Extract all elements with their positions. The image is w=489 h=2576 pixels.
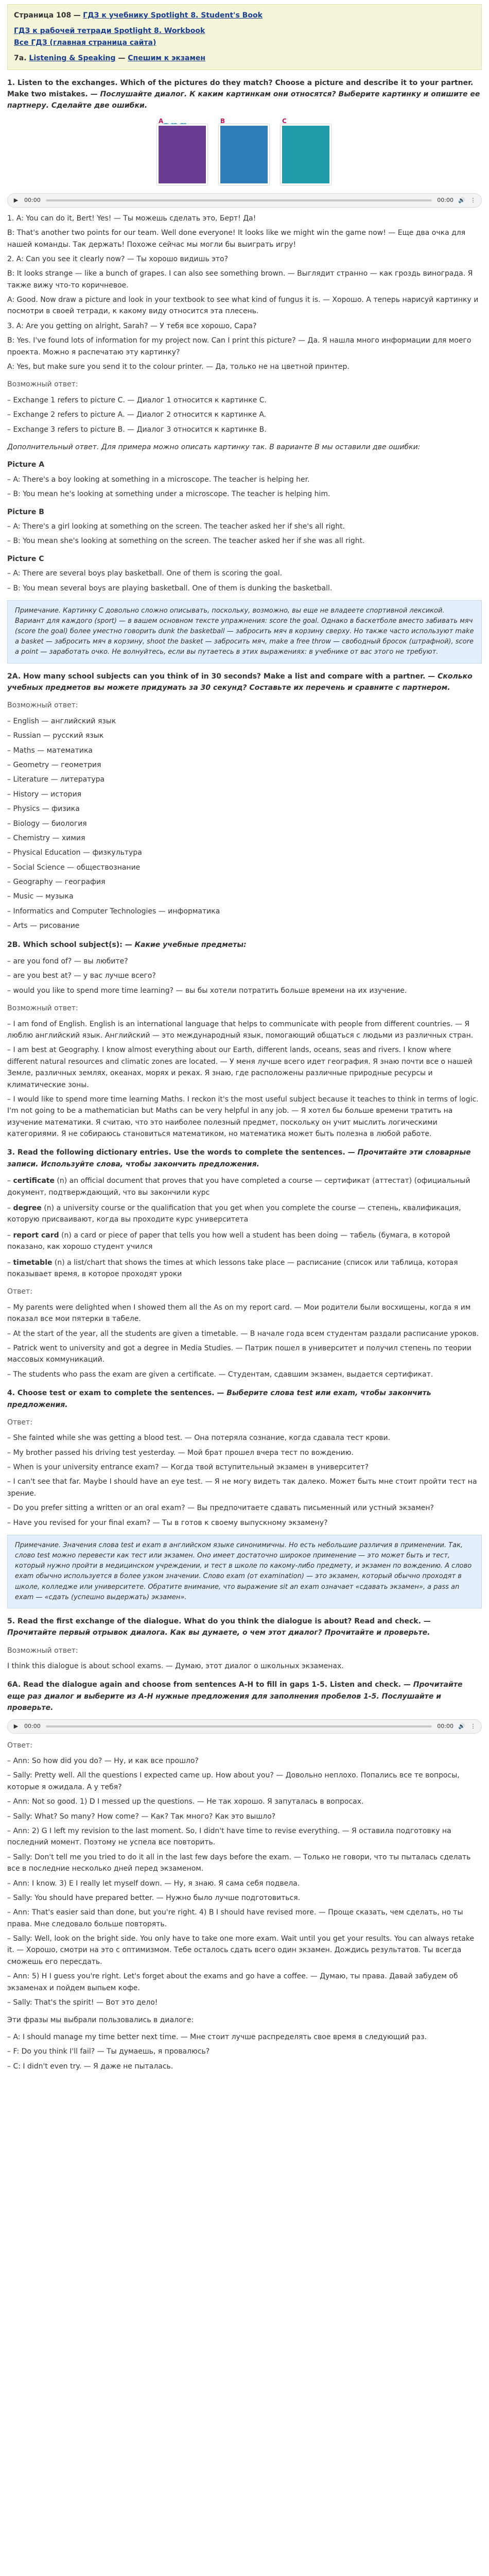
note-box-1: Примечание. Картинку C довольно сложно описывать, поскольку, возможно, вы еще не владеете спортивной лексикой. Вариант для каждого (sport) — в вашем основном тексте упражнения: score the goal. Однако в баскетболе вместо забивать мяч (score the goal) более уместно говорить dunk the basketball — забросить мяч в корзину сверху. Но также часто используют make a basket — забросить мяч в корзину, shoot the basket — забросить мяч, make a free throw — свободный бросок (штрафной), score a point — заработать очко. Не волнуйтесь, если вы путаетесь в этих выражениях: в учебнике от вас этого не требуют. [7,600,482,664]
task-4-heading [7,1387,482,1411]
task-5-ru: Прочитайте первый отрывок диалога. Как вы думаете, о чем этот диалог? Прочитайте и проверьте. [7,1629,430,1637]
answer-label: Ответ: [7,1418,32,1427]
pictures-block [136,117,353,188]
dialogue-6 [7,1755,482,2008]
picture-a-lines [7,474,482,500]
phrase-item: – C: I didn't even try. — Я даже не пыталась. [7,2061,482,2072]
answer-label: Ответ: [7,1287,32,1296]
answer-item: – Exchange 3 refers to picture B. — Диалог 3 относится к картинке B. [7,424,482,435]
subjects-list [7,716,482,932]
dictionary-entry [7,1230,482,1253]
answer-item: – At the start of the year, all the students are given a timetable. — В начале года всем студентам раздали расписание уроков. [7,1328,482,1340]
picture-c-heading: Picture C [7,554,44,563]
dialogue-1-line: 2. A: Can you see it clearly now? — Ты хорошо видишь это? [7,255,228,263]
question-item: – would you like to spend more time learning? — вы бы хотели потратить больше времени на их изучение. [7,985,482,996]
subject-item: – Physical Education — физкультура [7,847,482,858]
audio-time-end: 00:00 [437,196,453,204]
audio-player-1[interactable] [7,193,482,208]
more-options-icon[interactable]: ⋮ [470,196,476,204]
task-2b-heading [7,939,482,951]
task-3-en: 3. Read the following dictionary entries. Use the words to complete the sentences. — [7,1148,355,1157]
question-item: – are you best at? — у вас лучше всего? [7,970,482,981]
answers-4 [7,1432,482,1529]
dictionary-definition: (n) a card or piece of paper that tells you how well a student has been doing — табель (бумага, в которой показано, как хорошо студент учился [7,1231,450,1251]
dialogue-1-line: 3. A: Are you getting on alright, Sarah? — У тебя все хорошо, Сара? [7,321,257,330]
picture-a [157,117,207,185]
task-2a-ru: Сколько учебных предметов вы можете придумать за 30 секунд? Составьте их перечень и сравните с партнером. [7,672,473,692]
task-4-ru: Выберите слова test или exam, чтобы закончить предложения. [7,1389,431,1409]
answer-item: – Have you revised for your final exam? — Ты в готов к своему выпускному экзамену? [7,1517,482,1529]
picture-a-label: A [159,117,164,125]
task-1-ru: Послушайте диалог. К каким картинкам они относятся? Выберите картинку и опишите ее партнеру. Сделайте две ошибки. [7,90,480,110]
answer-item: – My parents were delighted when I showed them all the As on my report card. — Мои родители были восхищены, когда я им показал все мои пятерки в табеле. [7,1302,482,1325]
answer-label: Возможный ответ: [7,1004,78,1013]
dictionary-word: certificate [13,1177,55,1185]
all-gdz-link[interactable]: Все ГДЗ (главная страница сайта) [14,38,156,47]
subject-item: – Maths — математика [7,745,482,756]
picture-b [219,117,269,185]
task-1-heading [7,77,482,112]
breadcrumb-topic[interactable]: Спешим к экзамен [128,54,206,63]
task-3-ru: Прочитайте эти словарные записи. Используйте слова, чтобы закончить предложения. [7,1148,471,1168]
task-3-heading [7,1147,482,1170]
dialogue-6-line: – Ann: So how did you do? — Ну, и как все прошло? [7,1755,482,1767]
audio-time-start: 00:00 [24,196,41,204]
play-icon[interactable]: ▶ [13,1722,19,1730]
dialogue-6-line: – Ann: Not so good. 1) D I messed up the questions. — Не так хорошо. Я запуталась в вопросах. [7,1796,482,1807]
answer-item: – I am fond of English. English is an international language that helps to communicate with people from different countries. — Я люблю английский язык. Английский — это международный язык, помогающий общаться с людьми из различных стран. [7,1019,482,1042]
subject-item: – History — история [7,789,482,800]
dialogue-1-line: A: Good. Now draw a picture and look in your textbook to see what kind of fungus it is. — Хорошо. А теперь нарисуй картинку и посмотри в своей тетради, к какому виду относится эта плесень. [7,296,479,316]
answer-item: – She fainted while she was getting a blood test. — Она потеряла сознание, когда сдавала тест крови. [7,1432,482,1444]
audio-time-start: 00:00 [24,1722,41,1730]
picture-b-lines [7,521,482,547]
subject-item: – Russian — русский язык [7,730,482,741]
dialogue-6-line: – Sally: Well, look on the bright side. You only have to take one more exam. Wait until you get your results. You can always retake it. — Хорошо, смотри на это с оптимизмом. Тебе осталось сдать всего один экзамен. Дождись результатов. Ты всегда сможешь его пересдать. [7,1933,482,1968]
answer-item: – Exchange 1 refers to picture C. — Диалог 1 относится к картинке C. [7,395,482,406]
subject-item: – Physics — физика [7,803,482,815]
task-6a-heading [7,1679,482,1714]
phrase-item: – A: I should manage my time better next time. — Мне стоит лучше распределять свое время в следующий раз. [7,2031,482,2043]
task-2a-en: 2A. How many school subjects can you think of in 30 seconds? Make a list and compare with a partner. — [7,672,435,681]
separator: — [73,11,81,20]
breadcrumb-section[interactable]: Listening & Speaking [29,54,116,63]
subject-item: – Social Science — обществознание [7,862,482,873]
links-line [14,25,475,48]
dialogue-6-line: – Sally: You should have prepared better. — Нужно было лучше подготовиться. [7,1892,482,1904]
answer-item: – Do you prefer sitting a written or an oral exam? — Вы предпочитаете сдавать письменный или устный экзамен? [7,1502,482,1514]
task-6a-ru: Прочитайте еще раз диалог и выберите из A-H нужные предложения для заполнения пробелов 1-5. Послушайте и проверьте. [7,1681,463,1713]
dialogue-6-line: – Ann: That's easier said than done, but you're right. 4) B I should have revised more. — Проще сказать, чем сделать, но ты права. Мне следовало больше повторять. [7,1907,482,1930]
unused-phrases [7,2031,482,2072]
dictionary-entries [7,1175,482,1280]
picture-a-line: – A: There's a boy looking at something in a microscope. The teacher is helping her. [7,474,482,485]
picture-a-line: – B: You mean he's looking at something under a microscope. The teacher is helping him. [7,488,482,500]
answer-item: – I can't see that far. Maybe I should have an eye test. — Я не могу видеть так далеко. Может быть мне стоит пройти тест на зрение. [7,1476,482,1499]
dialogue-6-line: – Ann: 5) H I guess you're right. Let's forget about the exams and go have a coffee. — Думаю, ты права. Давай забудем об экзаменах и пойдем выпьем кофе. [7,1971,482,1994]
picture-c-line: – B: You mean several boys are playing basketball. One of them is dunking the basketball. [7,583,482,594]
audio-player-2[interactable] [7,1719,482,1734]
audio-progress-bar[interactable] [46,1725,432,1727]
play-icon[interactable]: ▶ [13,196,19,204]
dialogue-1-line: A: Yes, but make sure you send it to the colour printer. — Да, только не на цветной принтер. [7,363,350,371]
picture-c-label: C [282,117,287,125]
subject-item: – English — английский язык [7,716,482,727]
picture-c [281,117,331,185]
dialogue-1-line: 1. A: You can do it, Bert! Yes! — Ты можешь сделать это, Берт! Да! [7,214,256,223]
gdz-workbook-link[interactable]: ГДЗ к рабочей тетради Spotlight 8. Workbook [14,27,205,36]
page-nav-line [14,10,475,21]
dictionary-word: degree [13,1204,42,1213]
dictionary-definition: (n) an official document that proves that you have completed a course — сертификат (аттестат) (официальный документ, подтверждающий, что вы закончили курс [7,1177,470,1197]
picture-c-lines [7,568,482,594]
page-label: Страница 108 [14,11,72,20]
more-options-icon[interactable]: ⋮ [470,1722,476,1730]
subject-item: – Chemistry — химия [7,833,482,844]
breadcrumb-sep: — [118,54,126,63]
answer-item: – I would like to spend more time learning Maths. I reckon it's the most useful subject because it teaches to think in terms of logic. I'm not going to be a mathematician but Maths can be very helpful in any job. — Я хотел бы больше времени тратить на изучение математики. Я считаю, что это наиболее полезный предмет, поскольку он учит мыслить логическими категориями. Я не собираюсь становиться математиком, но математика может быть полезна в любой работе. [7,1094,482,1140]
volume-icon[interactable]: 🔊 [458,196,465,204]
answer-item: – Patrick went to university and got a degree in Media Studies. — Патрик пошел в университет и получил степень по теории массовых коммуникаций. [7,1343,482,1366]
dialogue-6-line: – Sally: Don't tell me you tried to do it all in the last few days before the exam. — Только не говори, что ты пыталась сделать все в последние несколько дней перед экзаменом. [7,1852,482,1875]
picture-c-line: – A: There are several boys play basketball. One of them is scoring the goal. [7,568,482,579]
subject-item: – Biology — биология [7,818,482,829]
picture-a-heading: Picture A [7,461,45,469]
answer-label: Возможный ответ: [7,1646,78,1655]
task-4-en: 4. Choose test or exam to complete the sentences. — [7,1389,224,1398]
extra-note: Дополнительный ответ. Для примера можно описать картинку так. В варианте B мы оставили две ошибки: [7,443,421,451]
dictionary-definition: (n) a list/chart that shows the times at which lessons take place — расписание (список или таблица, которая показывает время, в которое проходят уроки [7,1258,458,1278]
audio-time-end: 00:00 [437,1722,453,1730]
answers-1 [7,395,482,435]
note-box-2: Примечание. Значения слова test и exam в английском языке синонимичны. Но есть небольшие различия в применении. Так, слово test можно перевести как тест или экзамен. Оно имеет достаточно широкое применение — это может быть и тест, который нужно пройти в медицинском учреждении, и тест в школе по какому-либо предмету, и экзамен по вождению. А слово exam обычно используется в более узком значении. Слово exam (от examination) — это экзамен, который обычно проходят в школе, колледже или университете. Обратите внимание, что выражение sit an exam означает «сдавать экзамен», а pass an exam — «сдать (успешно выдержать) экзамен». [7,1535,482,1608]
task-6a-en: 6A. Read the dialogue again and choose from sentences A-H to fill in gaps 1-5. Listen and check. — [7,1681,411,1689]
dialogue-6-line: – Ann: 2) G I left my revision to the last moment. So, I didn't have time to revise everything. — Я оставила подготовку на последний момент. Поэтому не успела все повторить. [7,1825,482,1849]
questions-2b [7,956,482,996]
answer-item: – When is your university entrance exam? — Когда твой вступительный экзамен в университет? [7,1462,482,1473]
answer-item: – Exchange 2 refers to picture A. — Диалог 2 относится к картинке A. [7,409,482,420]
answers-3 [7,1302,482,1380]
dictionary-entry [7,1202,482,1226]
task-2b-ru: Какие учебные предметы: [134,940,247,949]
phrases-intro: Эти фразы мы выбрали пользовались в диалоге: [7,2016,194,2025]
dialogue-1-line: B: It looks strange — like a bunch of grapes. I can also see something brown. — Выглядит странно — как гроздь винограда. Я также вижу что-то коричневое. [7,269,473,290]
answer-label: Возможный ответ: [7,380,78,389]
volume-icon[interactable]: 🔊 [458,1722,465,1730]
breadcrumb: 7a. Listening & Speaking — Спешим к экзамен [14,54,206,63]
subject-item: – Geometry — геометрия [7,759,482,771]
answer-label: Возможный ответ: [7,701,78,710]
answer-label: Ответ: [7,1741,32,1750]
gdz-studentsbook-link[interactable]: ГДЗ к учебнику Spotlight 8. Student's Book [83,11,263,20]
picture-b-label: B [220,117,225,125]
dictionary-definition: (n) a university course or the qualification that you get when you complete the course — степень, квалификация, которую присваивают, когда вы проходите курс университета [7,1204,461,1224]
dialogue-6-line: – Sally: That's the spirit! — Вот это дело! [7,1997,482,2008]
question-item: – are you fond of? — вы любите? [7,956,482,967]
answer-5: I think this dialogue is about school exams. — Думаю, этот диалог о школьных экзаменах. [7,1662,344,1671]
phrase-item: – F: Do you think I'll fail? — Ты думаешь, я провалюсь? [7,2046,482,2057]
dialogue-6-line: – Sally: What? So many? How come? — Как? Так много? Как это вышло? [7,1811,482,1822]
audio-progress-bar[interactable] [46,199,432,201]
task-2b-en: 2B. Which school subject(s): — [7,940,132,949]
dialogue-1 [7,213,482,373]
task-5-heading [7,1616,482,1639]
subject-item: – Geography — география [7,876,482,888]
picture-b-line: – A: There's a girl looking at something on the screen. The teacher asked her if she's all right. [7,521,482,532]
answers-2b [7,1019,482,1140]
subject-item: – Music — музыка [7,891,482,902]
task-5-en: 5. Read the first exchange of the dialogue. What do you think the dialogue is about? Read and check. — [7,1617,431,1625]
task-1-en: 1. Listen to the exchanges. Which of the pictures do they match? Choose a picture and describe it to your partner. Make two mistakes. — [7,78,474,98]
answer-item: – My brother passed his driving test yesterday. — Мой брат прошел вчера тест по вождению. [7,1447,482,1459]
answer-item: – I am best at Geography. I know almost everything about our Earth, different lands, oceans, seas and rivers. I know where different natural resources and climatic zones are located. — У меня лучше всего идет география. Я знаю почти все о нашей Земле, различных землях, океанах, морях и реках. Я знаю, где расположены различные природные ресурсы и климатические зоны. [7,1044,482,1091]
subject-item: – Arts — рисование [7,920,482,931]
answer-item: – The students who pass the exam are given a certificate. — Студентам, сдавшим экзамен, выдается сертификат. [7,1369,482,1380]
task-2a-heading [7,671,482,694]
dialogue-1-line: B: Yes. I've found lots of information for my project now. Can I print this picture? — Да. Я нашла много информации для моего проекта. Можно я распечатаю эту картинку? [7,336,471,357]
breadcrumb-unit: 7a [14,54,24,63]
picture-b-heading: Picture B [7,507,44,516]
nav-box [7,4,482,70]
picture-b-line: – B: You mean she's looking at something on the screen. The teacher asked her if she was all right. [7,535,482,547]
dialogue-6-line: – Sally: Pretty well. All the questions I expected came up. How about you? — Довольно неплохо. Попались все те вопросы, которые я ожидала. А у тебя? [7,1770,482,1793]
dictionary-word: timetable [13,1258,53,1267]
dialogue-1-line: B: That's another two points for our team. Well done everyone! It looks like we might win the game now! — Еще два очка для нашей команды. Так держать! Похоже сейчас мы могли бы выиграть игру! [7,229,466,249]
subject-item: – Literature — литература [7,774,482,785]
dictionary-entry [7,1257,482,1280]
dialogue-6-line: – Ann: I know. 3) E I really let myself down. — Ну, я знаю. Я сама себя подвела. [7,1878,482,1889]
subject-item: – Informatics and Computer Technologies — информатика [7,906,482,917]
dictionary-word: report card [13,1231,59,1240]
dictionary-entry [7,1175,482,1198]
